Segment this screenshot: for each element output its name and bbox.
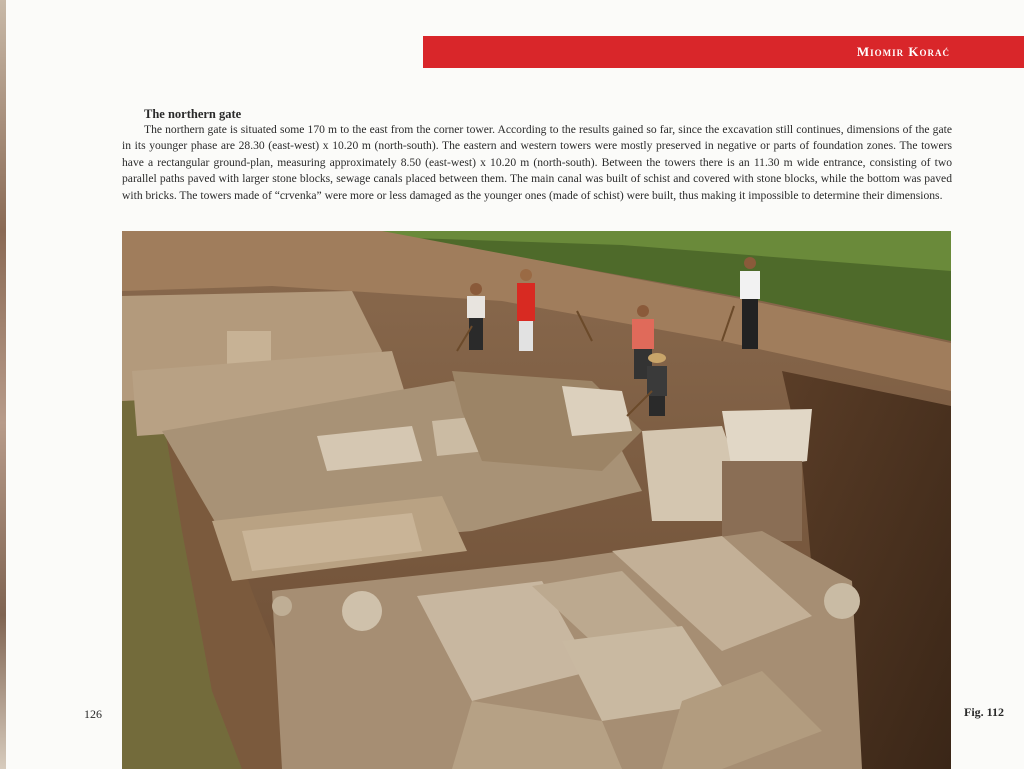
section-paragraph: The northern gate is situated some 170 m to the east from the corner tower. According to the results gained so far, since the excavation still continues, dimensions of the gate in its younger phase are 28.30 (east-west) x 10.20 m (north-south). The eastern and western towers were mostly preserved in negative or parts of foundation zones. The towers have a rectangular ground-plan, measuring approximately 8.50 (east-west) x 10.20 m (north-south). Between the towers there is an 11.30 m wide entrance, consisting of two parallel paths paved with larger stone blocks, sewage canals placed between them. The main canal was built of schist and covered with stone blocks, while the bottom was paved with bricks. The towers made of “crvenka” were more or less damaged as the younger ones (made of schist) were built, thus making it impossible to determine their dimensions. (122, 123, 952, 202)
running-header-band (423, 36, 1024, 68)
page-spine-edge (0, 0, 6, 769)
excavation-photo (122, 231, 951, 769)
figure-label: Fig. 112 (964, 705, 1005, 719)
text-block (122, 106, 952, 204)
excavation-photo-illustration (122, 231, 951, 769)
running-header-author: Miomir Korać (856, 44, 950, 59)
page-number: 126 (84, 707, 102, 721)
section-title: The northern gate (144, 107, 242, 121)
